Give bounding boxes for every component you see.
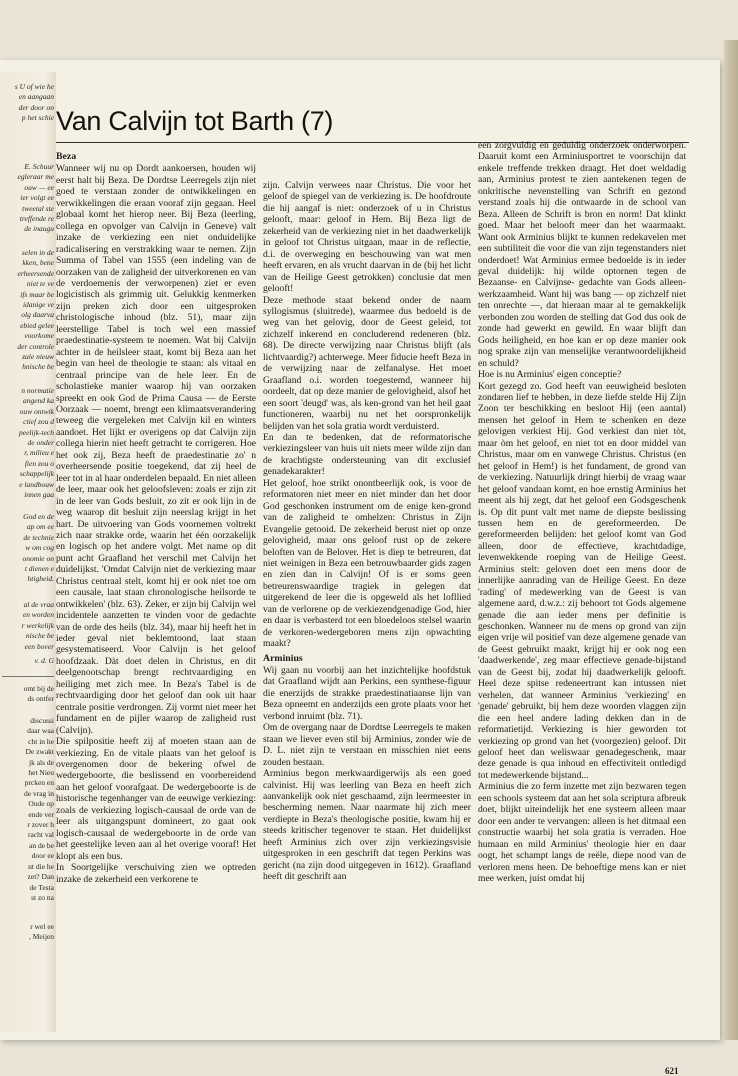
margin-fragment-line: selen in de — [21, 248, 54, 257]
paragraph: Hoe is nu Arminius' eigen conceptie? — [478, 369, 622, 381]
margin-fragment-line: door ee — [31, 851, 54, 861]
margin-fragment-line: omt bij de — [23, 684, 54, 693]
margin-fragment-line: discussi — [30, 716, 54, 725]
margin-fragment-line: Oude op — [28, 799, 54, 809]
margin-fragment-line: ifs maar be — [20, 289, 54, 299]
margin-fragment-line: De zwakt — [25, 747, 54, 757]
margin-fragment-line: ctief zou d — [23, 417, 54, 427]
margin-fragment-line: r wel ee — [30, 922, 54, 931]
margin-fragment-line: zet? Dan — [27, 872, 54, 882]
margin-fragment-line: het Nieu — [28, 768, 54, 778]
paragraph: Wanneer wij nu op Dordt aankoersen, houden wij eerst halt bij Beza. De Dordtse Leerregels zijn niet goed te verstaan zonder de ontwikkelingen en verwikkelingen die eraan vooraf zijn gegaan. Heel globaal komt het hierop neer. Bij Beza (leerling, collega en opvolger van Calvijn in Geneve) valt inzake de verkiezing een niet onduidelijke radicalisering en verstrakking waar te nemen. Zijn Summa of Tabel van 1555 (een indeling van de oorzaken van de zaligheid der uitverkorenen en van de verdoemenis der verworpenen) ziet er even logicistisch als grimmig uit. Gelukkig kenmerken zijn preken zich door een uitgesproken christologische inhoud (blz. 51), maar zijn leerstellige Tabel is toch wel een massief praedestinatie-systeem te noemen. Wat bij Calvijn achter in de heilsleer staat, komt bij Beza aan het begin van heel de theologie te staan: als vitaal en centraal principe van de hele leer. En de scholastieke manier waarop hij van oorzaken spreekt en ook God de Prima Causa — de Eerste Oorzaak — noemt, brengt een klimaatsverandering teweeg die vergeleken met Calvijn kil en winters aandoet. Het lijkt er overigens op dat Calvijn zijn collega hierin niet heeft getracht te corrigeren. Hoe het ook zij, Beza heeft de praedestinatie zo' n overheersende positie toegekend, dat zij heel de leer tot in al haar onderdelen bepaald. En niet alleen de leer, maar ook het geloofsleven: zoals er zijn zit in de leer van Gods besluit, zo zit er ook lijn in de weg waarop dit besluit zijn neerslag krijgt in het hart. De uitvoering van Gods voornemen voltrekt zich naar strakke orde, waarin het één oorzakelijk en logisch op het andere volgt. Met name op dit punt acht Graafland het verschil met Calvijn het duidelijkst. 'Omdat Calvijn niet de verkiezing maar Christus centraal stelt, komt hij er ook niet toe om een causale, laat staan chronologische heilsorde te ontwikkelen' (blz. 63). Zeker, er zijn bij Calvijn wel incidentele aanzetten te vinden voor de gedachte van de orde des heils (blz. 34), maar hij heeft het in ieder geval niet beklemtoond, laat staan gesystematiseerd. Voor Calvijn is het geloof hoofdzaak. Dàt doet delen in Christus, en dit deelgenootschap brengt rechtvaardiging en heiliging met zich mee. In Beza's Tabel is de rechtvaardiging door het geloof dan ook uit haar centrale positie verdrongen. Zij vormt niet meer het fundament en de pijler waarop de zaligheid rust (Calvijn). — [56, 163, 256, 736]
margin-fragment-line: t dienen e — [24, 564, 54, 574]
margin-fragment-block — [2, 82, 54, 124]
paragraph: Het geloof, hoe strikt onontbeerlijk ook, is voor de reformatoren niet meer en niet minder dan het door God geschonken instrument om de enige ken-grond van de zaligheid te omhelzen: Christus in Zijn Evangelie getooid. De zekerheid berust niet op onze gelovigheid, maar ons geloof rust op de zekere beloften van de Belover. Het is diep te betreuren, dat niet weinigen in Beza een betrouwbaarder gids zagen en zien dan in Calvijn! Of is er soms geen betreurenswaardige tragiek in gelegen dat uitgerekend de leer die is opgeweld als het lofllied van de verlorene op de verkiezendgenadige God, hier en daar is verbasterd tot een bloedeloos stelsel waarin de verkoren-wedergeboren mens zijn opwachting maakt? — [263, 477, 471, 650]
text-column-2 — [263, 180, 471, 1060]
paragraph: zijn. Calvijn verwees naar Christus. Die voor het geloof de spiegel van de verkiezing is. De hoofdroute die hij aangaf is niet: onderzoek of u in Christus gelooft, maar: geloof in Hem. Bij Beza ligt de zekerheid van de verkiezing niet in het daadwerkelijk in geloof tot Christus uitgaan, maar in de reflectie, d.i. de overweging en beschouwing van wat men heeft ervaren, en als vrucht daarvan in de (bij het licht van de Heilige Geest getrokken) conclusie dat men gelooft! — [263, 180, 471, 295]
margin-fragment-line: schappelijk — [19, 469, 54, 479]
margin-fragment-block — [2, 600, 54, 652]
paragraph: Arminius begon merkwaardigerwijs als een goed calvinist. Hij was leerling van Beza en heeft zich aanvankelijk ook niet geschaamd, zijn leermeester in bescherming nemen. Naar naarmate hij zich meer verdiepte in Beza's theologische positie, kwam hij er steeds kritischer tegenover te staan. Het duidelijkst heeft Arminius zich over zijn verkiezingsvisie uitgesproken in een geschrift dat tegen Perkins was gericht (na zijn dood uitgegeven in 1612). Graafland heeft dit geschrift aan — [263, 768, 471, 883]
margin-fragment-line: ende ver — [28, 809, 54, 819]
margin-fragment-line: , Meijen — [29, 932, 54, 942]
margin-fragment-line: ouw ontwik — [19, 406, 54, 416]
paragraph: Die spilpositie heeft zij af moeten staan aan de verkiezing. En de vitale plaats van het geloof is overgenomen door de bekering ofwel de wedergeboorte, die beslissend en voorbereidend aan het geloof voorafgaat. De wedergeboorte is de historische tegenhanger van de eeuwige verkiezing: zoals de verkiezing logisch-causaal de orde van de leer als uitgangspunt domineert, zo gaat ook logisch-causaal de wedergeboorte in de orde van het geestelijke leven aan al het overige vooraf! Het klopt als een bus. — [56, 736, 256, 862]
margin-fragment-line: en worden — [22, 610, 54, 620]
margin-fragment-line: de technie — [23, 532, 54, 542]
margin-fragment-line: niet te ve — [26, 279, 54, 289]
margin-fragment-line: E. Schuur — [24, 162, 54, 171]
margin-fragment-line: de vrag in — [24, 788, 54, 798]
margin-fragment-line: de inaugu — [24, 224, 54, 234]
margin-fragment-line: een bover — [24, 641, 54, 651]
margin-fragment-block — [2, 512, 54, 585]
margin-fragment-block — [2, 716, 54, 903]
paragraph: Deze methode staat bekend onder de naam syllogismus (sluitrede), waarmee dus bedoeld is de weg van het gelovig, door de Geest geleid, tot zichzelf inkerend en concluderend redeneren (blz. 68). De directe verwijzing naar Christus blijft (als lichtvaardig?) achterwege. Meer fiducie heeft Beza in de verwijzing naar de zelfanalyse. Het moet Graafland o.i. worden toegestemd, wanneer hij oordeelt, dat op deze manier de gelovigheid, alsof het een soort 'deugd' was, als ken-grond van het heil gaat functioneren, waarbij nu net het oorspronkelijk belijden van het sola gratia wordt verduisterd. — [263, 294, 471, 432]
paragraph: Kort gezegd zo. God heeft van eeuwigheid besloten zondaren lief te hebben, in deze liefde stelde Hij Zijn Zoon ter beschikking en besloot Hij (een aantal) mensen het geloof in Hem te schenken en deze gelovigen verkiest Hij. God verkiest dan niet tòt, maar òm het geloof, en niet tot en door middel van Christus, maar om en vanwege Christus. Christus (en het geloof in Hem!) is het fundament, de grond van de verkiezing. Natuurlijk dringt hierbij de vraag waar het geloof vandaan komt, en hoe ernstig Arminius het meent als hij zegt, dat het geloof een Godsgeschenk is. Op dit punt valt met name de diepste beslissing tussen hem en de gereformeerden. De gereformeerden belijden: het geloof komt van God alleen, door de effectieve, krachtdadige, levenwekkende roeping van de Heilige Geest. Arminius stelt: geloven doet een mens door de innerlijke aanrading van de Heilige Geest. En deze 'rading' of medewerking van de Geest is van algemene aard, d.w.z.: zij behoort tot Gods algemene genade die aan ieder mens per definitie is geschonken. Wanneer nu de mens op grond van zijn eigen vrije wil positief van deze algemene genade van de Geest gebruikt maakt, krijgt hij er ook nog een 'daadwerkende', zeg maar effectieve genade-bijstand van de Geest bij, zodat hij daadwerkelijk gelooft. Heel deze spitse redeneertrant kan intussen niet verhelen, dat wanneer Arminius 'verkiezing' en 'genade' gebruikt, bij hem deze woorden vlaggen zijn die een heel andere lading dekken dan in de reformatietijd. Verkiezing is hier geworden tot verkiezing op grond van het (voorgezien) geloof. Dit geloof heet dan weliswaar genadegeschenk, maar deze genade is qua inhoud en effectiviteit ontledigd tot medewerkende bijstand... — [478, 380, 686, 781]
adjacent-page-margin — [0, 72, 56, 1032]
margin-fragment-line: ier volgt ee — [20, 193, 54, 203]
margin-fragment-block — [2, 386, 54, 500]
section-heading: Arminius — [263, 652, 303, 664]
margin-fragment-line: zale nieuw — [22, 352, 54, 362]
margin-fragment-line: innen gaa — [24, 490, 54, 500]
page-number: 621 — [665, 1066, 679, 1076]
article-title: Van Calvijn tot Barth (7) — [56, 106, 334, 136]
paragraph: Arminius die zo ferm inzette met zijn bezwaren tegen een schools systeem dat aan het sola scriptura afbreuk doet, blijkt uiteindelijk het ene systeem alleen maar door een ander te vervangen: alleen is het ditmaal een constructie waarbij het sola gratia is verraden. Hoe humaan en mild Arminius' theologie hier en daar oogt, het schampt langs de reële, diepe nood van de verloren mens heen. De behoeftige mens kan er niet mee werken, juist omdat hij — [478, 781, 686, 884]
margin-fragment-line: tweetal ste — [22, 203, 54, 213]
margin-fragment-block — [2, 162, 54, 235]
margin-fragment-line: en aangaan — [18, 92, 54, 102]
margin-fragment-line: daar waa — [27, 726, 54, 736]
margin-fragment-line: jk als de — [29, 757, 54, 767]
margin-fragment-line: r, milieu e — [24, 448, 54, 458]
margin-fragment-line: s U of wie he — [14, 82, 54, 91]
magazine-page — [0, 60, 720, 1076]
paragraph: In Soortgelijke verschuiving zien we optreden inzake de zekerheid een verkorene te — [56, 862, 256, 885]
margin-fragment-line: al de vraa — [23, 600, 54, 609]
margin-fragment-line: cht in he — [28, 736, 54, 746]
margin-fragment-line: egleraar me — [17, 172, 54, 182]
margin-fragment-line: racht val — [27, 830, 54, 840]
margin-fragment-line: r zover h — [27, 820, 54, 830]
margin-fragment-line: olg daarva — [21, 310, 54, 320]
margin-fragment-line: w om cog — [25, 543, 54, 553]
margin-fragment-line: p het schie — [21, 113, 54, 123]
margin-fragment-block — [2, 248, 54, 373]
margin-fragment-line: kken, bene — [22, 258, 54, 268]
margin-fragment-line: voorkome — [24, 331, 54, 341]
margin-fragment-line: peelijk-tech — [19, 427, 54, 437]
margin-fragment-line: ap om ee — [26, 522, 54, 532]
margin-fragment-line: fien zou o — [24, 458, 54, 468]
margin-fragment-line: erheersende — [17, 268, 54, 278]
margin-fragment-line: onomie on — [22, 553, 54, 563]
margin-fragment-block — [2, 684, 54, 705]
paragraph: Om de overgang naar de Dordtse Leerregels te maken staan we liever even stil bij Arminius, zonder wie de D. L. niet zijn te verstaan en misschien niet eens zouden bestaan. — [263, 722, 471, 768]
margin-fragment-line: angend ka — [22, 396, 54, 406]
section-heading: Beza — [56, 151, 77, 162]
margin-fragment-line: God en de — [23, 512, 54, 521]
margin-fragment-line: e landbouw — [19, 479, 54, 489]
margin-divider — [2, 676, 54, 677]
paragraph: Wij gaan nu voorbij aan het inzichtelijke hoofdstuk dat Graafland wijdt aan Perkins, een synthese-figuur die enerzijds de strakke praedestinatiaanse lijn van Beza opneemt en anderzijds een grote plaats voor het verbond inruimt (blz. 71). — [263, 665, 471, 722]
margin-fragment-line: st zo na — [31, 892, 54, 902]
margin-fragment-block — [2, 922, 54, 943]
margin-fragment-line: an de be — [29, 840, 54, 850]
margin-fragment-line: nt die he — [28, 861, 54, 871]
margin-fragment-line: prcken en — [24, 778, 54, 788]
text-column-3 — [478, 140, 686, 1020]
margin-fragment-line: ebied gelee — [20, 320, 54, 330]
margin-fragment-line: de onder — [27, 438, 54, 448]
margin-fragment-line: idanige ve — [22, 300, 54, 310]
margin-fragment-line: hnische be — [22, 362, 54, 372]
margin-fragment-line: der controle — [17, 341, 54, 351]
page-edge — [724, 40, 738, 1040]
margin-fragment-line: nische be — [25, 631, 54, 641]
margin-signature: v. d. G — [34, 656, 54, 665]
margin-fragment-line: htigheid. — [27, 574, 54, 584]
paragraph: En dan te bedenken, dat de reformatorische verkiezingsleer van huis uit niets meer wilde zijn dan de krachtigste ondersteuning van dit exclusief genadekarakter! — [263, 431, 471, 478]
paragraph: een zorgvuldig en geduldig onderzoek onderworpen. Daaruit komt een Arminiusportret te voorschijn dat enkele treffende trekken draagt. Het doet weldadig aan, Arminius protest te zien aantekenen tegen de onkritische nevenstelling van Schrift en gezond verstand zoals hij die ontwaarde in de school van Beza. Alleen de Schrift is bron en norm! Dat klinkt goed. Maar het belooft meer dan het waarmaakt. Want ook Arminius blijkt te kunnen redekavelen met een subtiliteit die voor die van zijn tegenstanders niet onderdoet! Wat Arminius ermee bedoelde is in ieder geval duidelijk: hij wilde optornen tegen de Bezaanse- en Calvijnse- gedachte van Gods alleen-werkzaamheid. Want hij was bang — op zichzelf niet ten onrechte —, dat hieraan maar al te gemakkelijk verbonden zou worden de stelling dat God dus ook de zonde had gewerkt en gewild. En waar blijft dan Gods heiligheid, en hoe kan er op deze manier ook nog sprake zijn van menselijke verantwoordelijkheid en schuld? — [478, 140, 686, 369]
margin-fragment-line: der door on — [18, 102, 54, 112]
text-column-1 — [56, 148, 256, 1028]
margin-fragment-line: r werkelijk — [21, 620, 54, 630]
margin-fragment-line: ouw — ee — [24, 182, 54, 192]
margin-fragment-line: n normatie — [21, 386, 54, 395]
margin-fragment-line: ds ontfer — [27, 694, 54, 704]
margin-fragment-line: treffende re — [19, 214, 54, 224]
margin-fragment-line: de Testa — [29, 882, 54, 892]
